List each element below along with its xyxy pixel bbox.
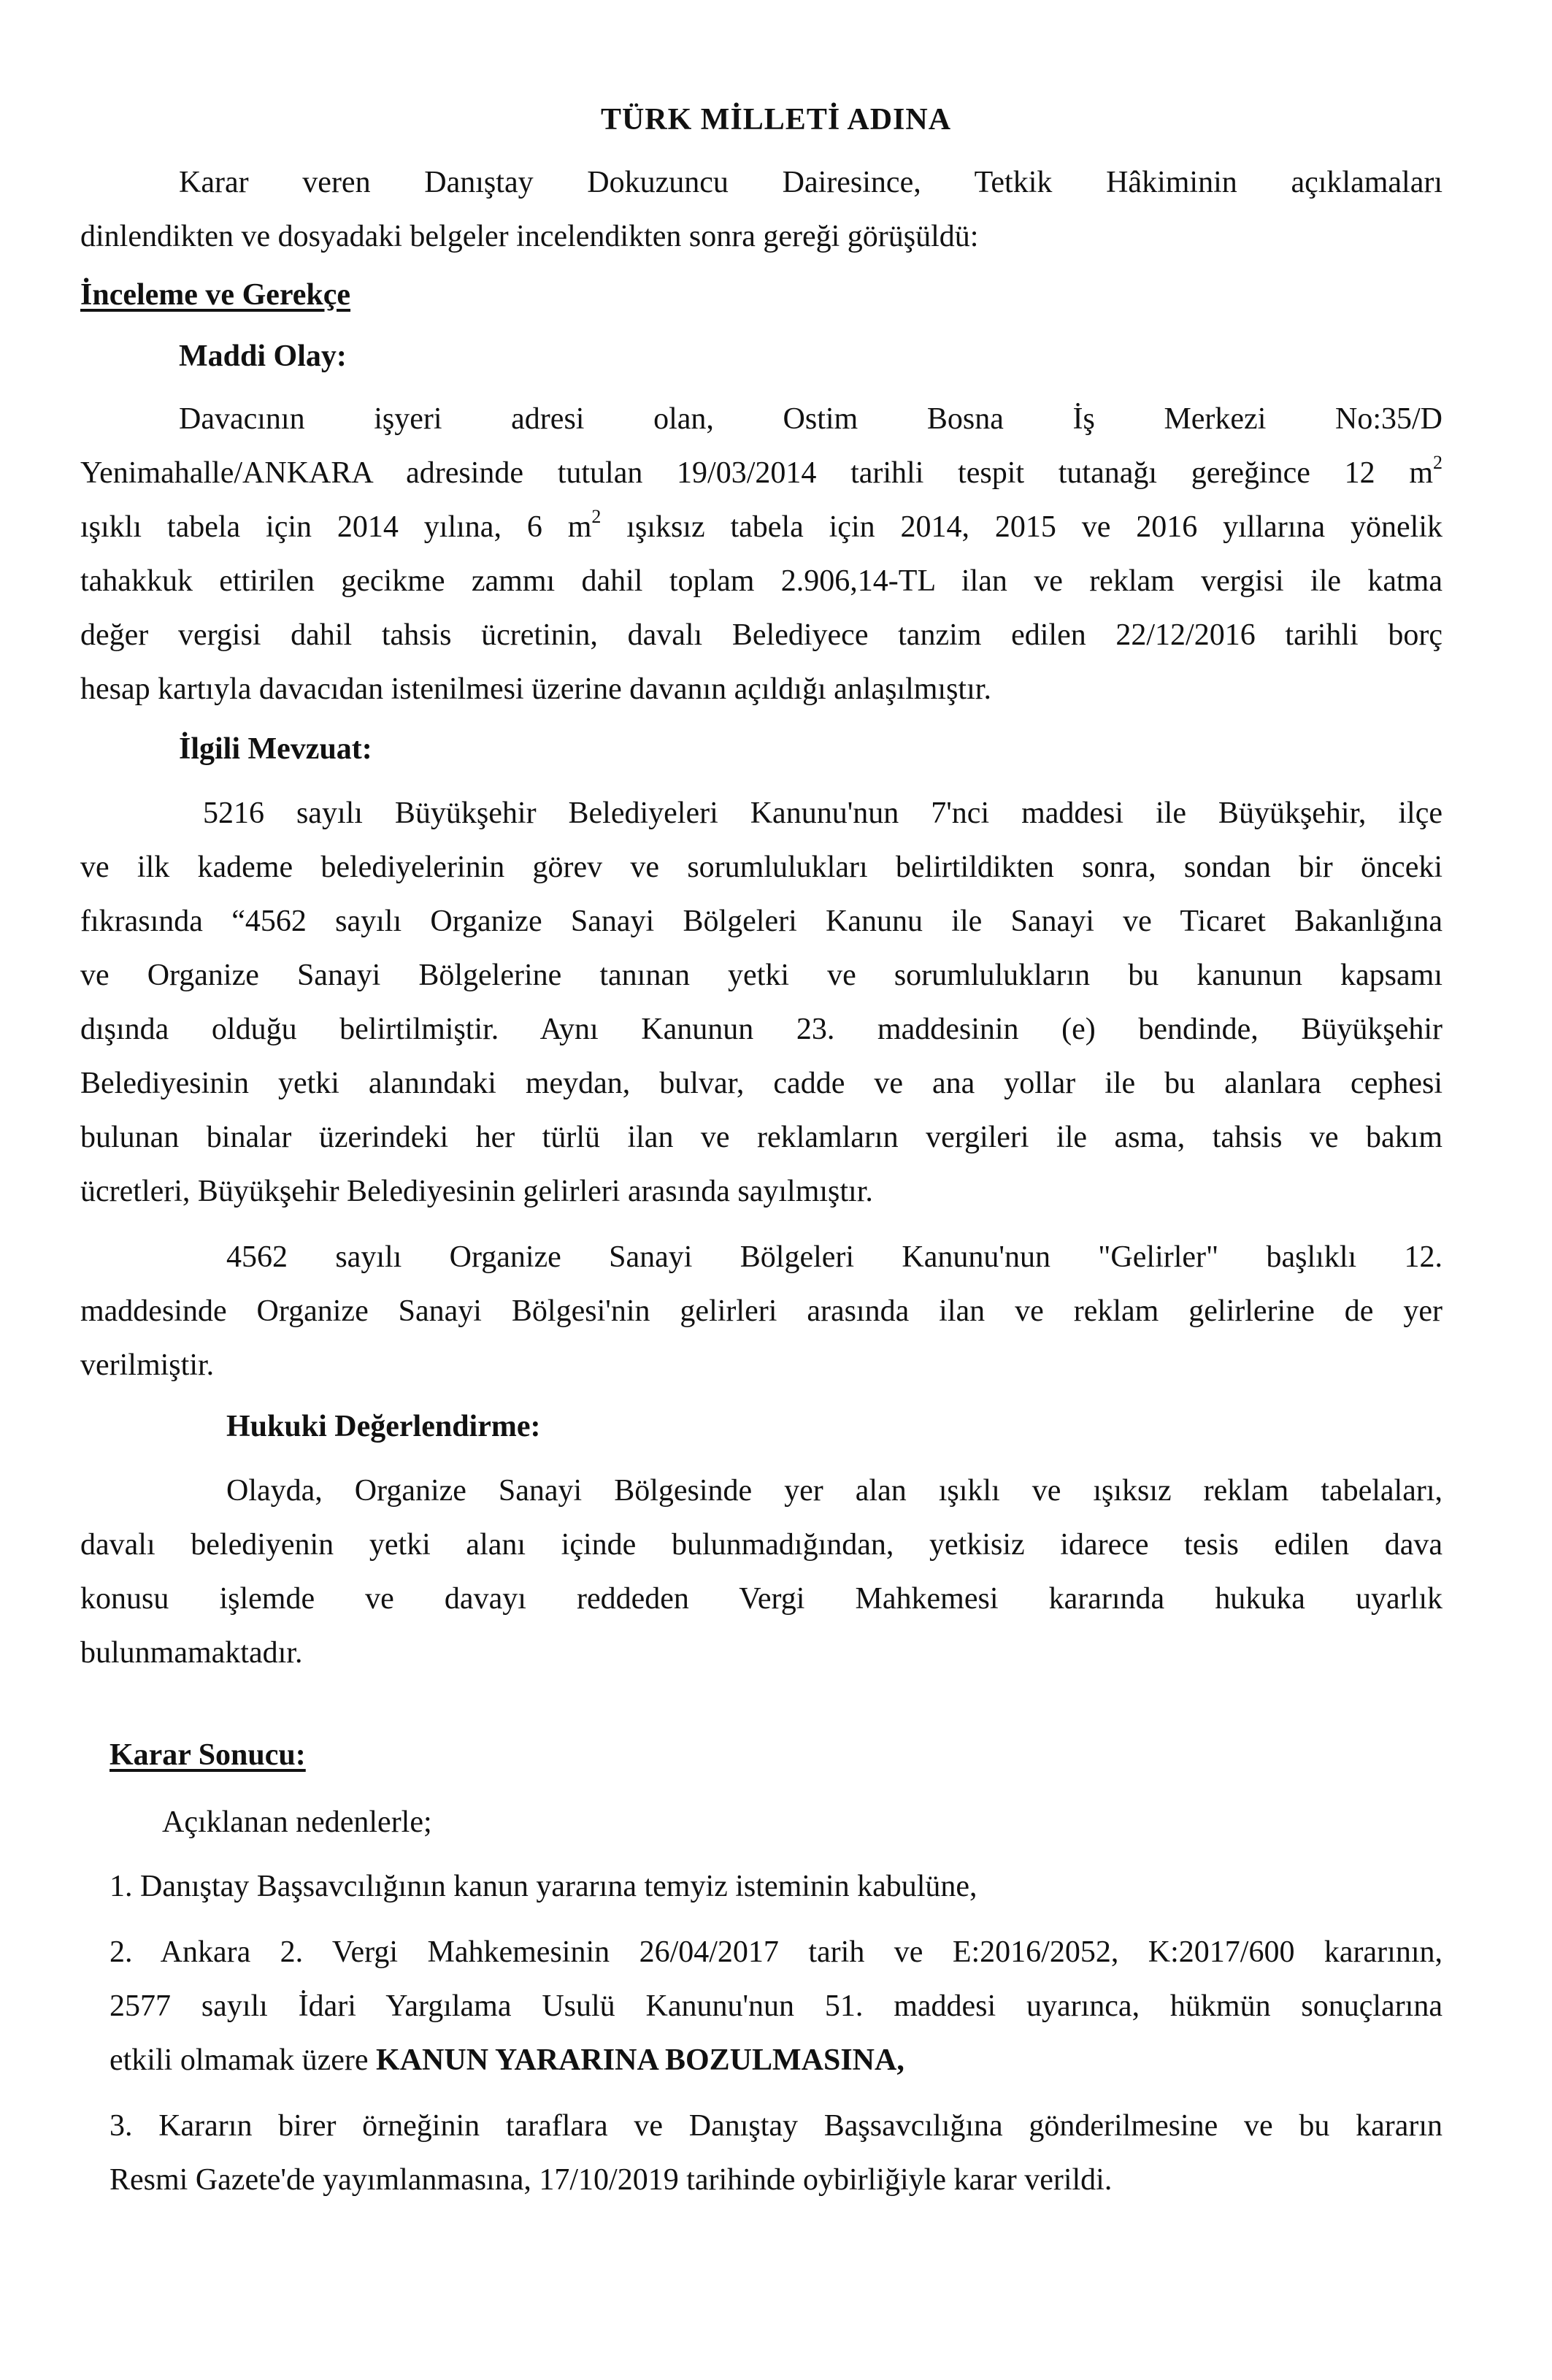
maddi-line-4: tahakkuk ettirilen gecikme zammı dahil toplam 2.906,14-TL ilan ve reklam vergisi ile katma: [80, 564, 1442, 598]
bozulmasina-emphasis: KANUN YARARINA BOZULMASINA,: [376, 2043, 904, 2077]
hukuki-line-4: bulunmamaktadır.: [80, 1636, 303, 1670]
document-title: TÜRK MİLLETİ ADINA: [600, 103, 952, 137]
maddi-line-5: değer vergisi dahil tahsis ücretinin, davalı Belediyece tanzim edilen 22/12/2016 tarihli borç: [80, 618, 1442, 652]
maddi-line-6: hesap kartıyla davacıdan istenilmesi üzerine davanın açıldığı anlaşılmıştır.: [80, 672, 991, 706]
karar-item-3-line-1: 3. Kararın birer örneğinin taraflara ve Danıştay Başsavcılığına gönderilmesine ve bu kararın: [110, 2109, 1442, 2143]
heading-ilgili-mevzuat: İlgili Mevzuat:: [179, 732, 372, 766]
karar-item-2-line-1: 2. Ankara 2. Vergi Mahkemesinin 26/04/2017 tarih ve E:2016/2052, K:2017/600 kararının,: [110, 1935, 1442, 1969]
karar-intro: Açıklanan nedenlerle;: [162, 1805, 432, 1839]
mevzuat2-line-3: verilmiştir.: [80, 1348, 215, 1382]
karar-item-1: 1. Danıştay Başsavcılığının kanun yararına temyiz isteminin kabulüne,: [110, 1870, 977, 1903]
mevzuat2-line-2: maddesinde Organize Sanayi Bölgesi'nin gelirleri arasında ilan ve reklam gelirlerine de yer: [80, 1294, 1442, 1328]
mevzuat1-line-1: 5216 sayılı Büyükşehir Belediyeleri Kanunu'nun 7'nci maddesi ile Büyükşehir, ilçe: [203, 796, 1442, 830]
hukuki-line-1: Olayda, Organize Sanayi Bölgesinde yer alan ışıklı ve ışıksız reklam tabelaları,: [226, 1474, 1442, 1508]
maddi-line-3: ışıklı tabela için 2014 yılına, 6 $m^2$ ışıksız tabela için 2014, 2015 ve 2016 yıllarına yönelik: [80, 506, 1442, 544]
intro-line-1: Karar veren Danıştay Dokuzuncu Dairesince, Tetkik Hâkiminin açıklamaları: [179, 166, 1442, 199]
hukuki-line-2: davalı belediyenin yetki alanı içinde bulunmadığından, yetkisiz idarece tesis edilen dava: [80, 1528, 1442, 1562]
section-heading-inceleme: İnceleme ve Gerekçe: [80, 278, 351, 312]
mevzuat2-line-1: 4562 sayılı Organize Sanayi Bölgeleri Kanunu'nun "Gelirler" başlıklı 12.: [226, 1240, 1442, 1274]
maddi-line-1: Davacının işyeri adresi olan, Ostim Bosna İş Merkezi No:35/D: [179, 402, 1442, 436]
mevzuat1-line-5: dışında olduğu belirtilmiştir. Aynı Kanunun 23. maddesinin (e) bendinde, Büyükşehir: [80, 1013, 1442, 1046]
heading-karar-sonucu: Karar Sonucu:: [110, 1738, 306, 1772]
maddi-line-2: Yenimahalle/ANKARA adresinde tutulan 19/03/2014 tarihli tespit tutanağı gereğince 12 $m^2$: [80, 452, 1442, 490]
karar-item-3-line-2: Resmi Gazete'de yayımlanmasına, 17/10/2019 tarihinde oybirliğiyle karar verildi.: [110, 2163, 1113, 2197]
karar-item-2-line-3: etkili olmamak üzere KANUN YARARINA BOZULMASINA,: [110, 2043, 904, 2077]
hukuki-line-3: konusu işlemde ve davayı reddeden Vergi Mahkemesi kararında hukuka uyarlık: [80, 1582, 1442, 1616]
mevzuat1-line-7: bulunan binalar üzerindeki her türlü ilan ve reklamların vergileri ile asma, tahsis ve bakım: [80, 1121, 1442, 1154]
mevzuat1-line-8: ücretleri, Büyükşehir Belediyesinin gelirleri arasında sayılmıştır.: [80, 1175, 873, 1208]
karar-item-2-line-2: 2577 sayılı İdari Yargılama Usulü Kanunu'nun 51. maddesi uyarınca, hükmün sonuçlarına: [110, 1989, 1442, 2023]
mevzuat1-line-4: ve Organize Sanayi Bölgelerine tanınan yetki ve sorumlulukların bu kanunun kapsamı: [80, 959, 1442, 992]
heading-hukuki-degerlendirme: Hukuki Değerlendirme:: [226, 1410, 541, 1443]
mevzuat1-line-2: ve ilk kademe belediyelerinin görev ve sorumlulukları belirtildikten sonra, sondan bir önceki: [80, 851, 1442, 884]
intro-line-2: dinlendikten ve dosyadaki belgeler incelendikten sonra gereği görüşüldü:: [80, 220, 979, 253]
heading-maddi-olay: Maddi Olay:: [179, 339, 347, 373]
mevzuat1-line-3: fıkrasında “4562 sayılı Organize Sanayi Bölgeleri Kanunu ile Sanayi ve Ticaret Bakanlığına: [80, 905, 1442, 938]
mevzuat1-line-6: Belediyesinin yetki alanındaki meydan, bulvar, cadde ve ana yollar ile bu alanlara cephesi: [80, 1067, 1442, 1100]
